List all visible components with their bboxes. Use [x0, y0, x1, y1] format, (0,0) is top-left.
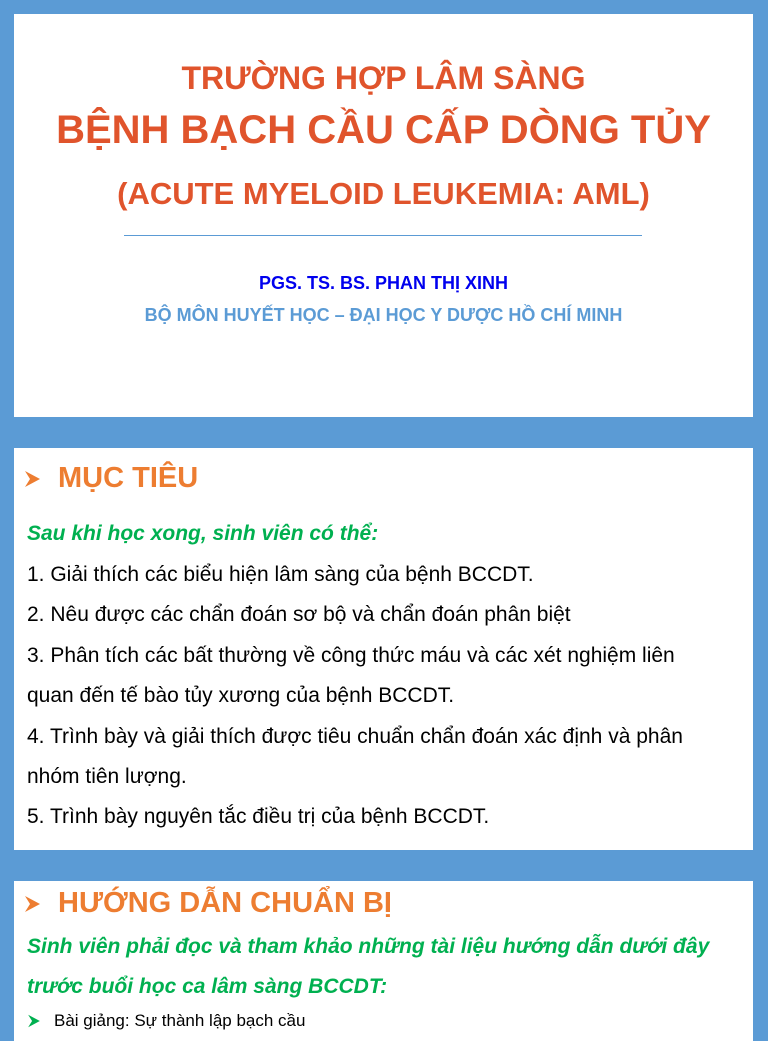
- objectives-header: [24, 462, 198, 495]
- objectives-heading: MỤC TIÊU: [58, 462, 199, 494]
- author-name: PGS. TS. BS. PHAN THỊ XINH: [258, 273, 509, 293]
- objective-line: 1. Giải thích các biểu hiện lâm sàng của bệnh BCCDT.: [27, 563, 534, 586]
- arrow-bullet-icon: [24, 895, 41, 913]
- objective-line: 2. Nêu được các chẩn đoán sơ bộ và chẩn đoán phân biệt: [27, 603, 571, 626]
- preparation-header: [24, 887, 392, 920]
- title-slide: [14, 14, 753, 417]
- objective-line: quan đến tế bào tủy xương của bệnh BCCDT.: [27, 684, 455, 707]
- title-line-1: TRƯỜNG HỢP LÂM SÀNG: [181, 60, 586, 96]
- title-line-2: BỆNH BẠCH CẦU CẤP DÒNG TỦY: [56, 108, 711, 152]
- objectives-lead: Sau khi học xong, sinh viên có thể:: [27, 522, 379, 545]
- preparation-lead-line-1: Sinh viên phải đọc và tham khảo những tài liệu hướng dẫn dưới đây: [27, 935, 710, 958]
- reading-list-item: [27, 1011, 305, 1031]
- preparation-heading: HƯỚNG DẪN CHUẨN BỊ: [58, 887, 392, 919]
- arrow-bullet-icon: [27, 1014, 41, 1028]
- objective-line: 5. Trình bày nguyên tắc điều trị của bệnh BCCDT.: [27, 805, 490, 828]
- arrow-bullet-icon: [24, 470, 41, 488]
- title-divider: [124, 235, 642, 236]
- objective-line: nhóm tiên lượng.: [27, 765, 187, 788]
- objective-line: 4. Trình bày và giải thích được tiêu chuẩn chẩn đoán xác định và phân: [27, 725, 683, 748]
- department-name: BỘ MÔN HUYẾT HỌC – ĐẠI HỌC Y DƯỢC HỒ CHÍ MINH: [144, 305, 623, 325]
- reading-list-label: Bài giảng: Sự thành lập bạch cầu: [54, 1011, 306, 1030]
- objectives-slide: [14, 448, 753, 850]
- preparation-slide: [14, 881, 753, 1041]
- objective-line: 3. Phân tích các bất thường về công thức máu và các xét nghiệm liên: [27, 644, 675, 667]
- preparation-lead-line-2: trước buổi học ca lâm sàng BCCDT:: [27, 975, 388, 998]
- title-line-3: (ACUTE MYELOID LEUKEMIA: AML): [117, 176, 650, 211]
